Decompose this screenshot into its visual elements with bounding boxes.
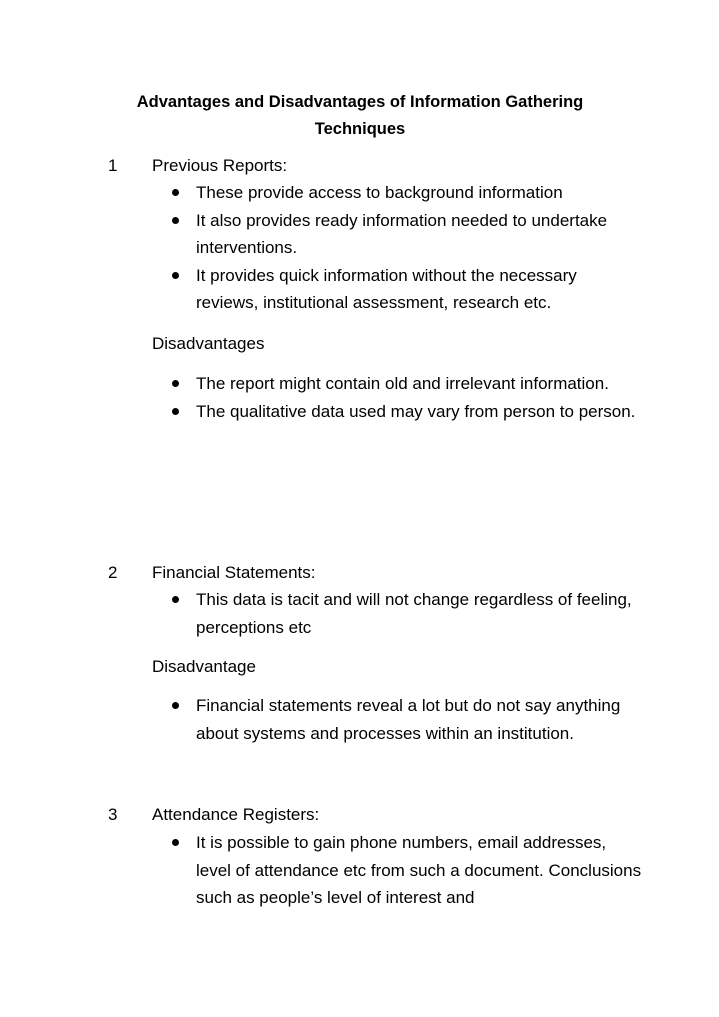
bullet-icon <box>172 408 179 415</box>
list-item: This data is tacit and will not change regardless of feeling, perceptions etc <box>172 586 642 641</box>
list-item: The report might contain old and irrelevant information. <box>172 370 642 398</box>
bullet-icon <box>172 596 179 603</box>
list-item: These provide access to background information <box>172 179 642 207</box>
list-item: The qualitative data used may vary from person to person. <box>172 398 642 426</box>
section-3-number: 3 <box>108 805 118 824</box>
section-1-advantages-list <box>172 179 642 317</box>
list-item: It also provides ready information needed to undertake interventions. <box>172 207 642 262</box>
bullet-icon <box>172 272 179 279</box>
list-item: It provides quick information without the necessary reviews, institutional assessment, research etc. <box>172 262 642 317</box>
section-1-disadvantages-list <box>172 370 642 425</box>
list-item: Financial statements reveal a lot but do not say anything about systems and processes within an institution. <box>172 692 642 747</box>
bullet-icon <box>172 839 179 846</box>
document-title: Advantages and Disadvantages of Information Gathering Techniques <box>136 93 584 138</box>
section-2-disadvantages-list <box>172 692 642 747</box>
list-item: It is possible to gain phone numbers, email addresses, level of attendance etc from such a document. Conclusions such as people’s level of interest and <box>172 829 642 912</box>
section-1-number: 1 <box>108 156 118 175</box>
section-1-heading: Previous Reports: <box>152 156 288 175</box>
section-2-number: 2 <box>108 563 118 582</box>
section-2-heading: Financial Statements: <box>152 563 316 582</box>
bullet-icon <box>172 702 179 709</box>
section-3-heading: Attendance Registers: <box>152 805 320 824</box>
section-1-disadvantages-heading: Disadvantages <box>152 334 265 353</box>
section-2-advantages-list <box>172 586 642 641</box>
section-3-advantages-list <box>172 829 642 912</box>
bullet-icon <box>172 189 179 196</box>
section-2-disadvantages-heading: Disadvantage <box>152 657 256 676</box>
bullet-icon <box>172 217 179 224</box>
bullet-icon <box>172 380 179 387</box>
